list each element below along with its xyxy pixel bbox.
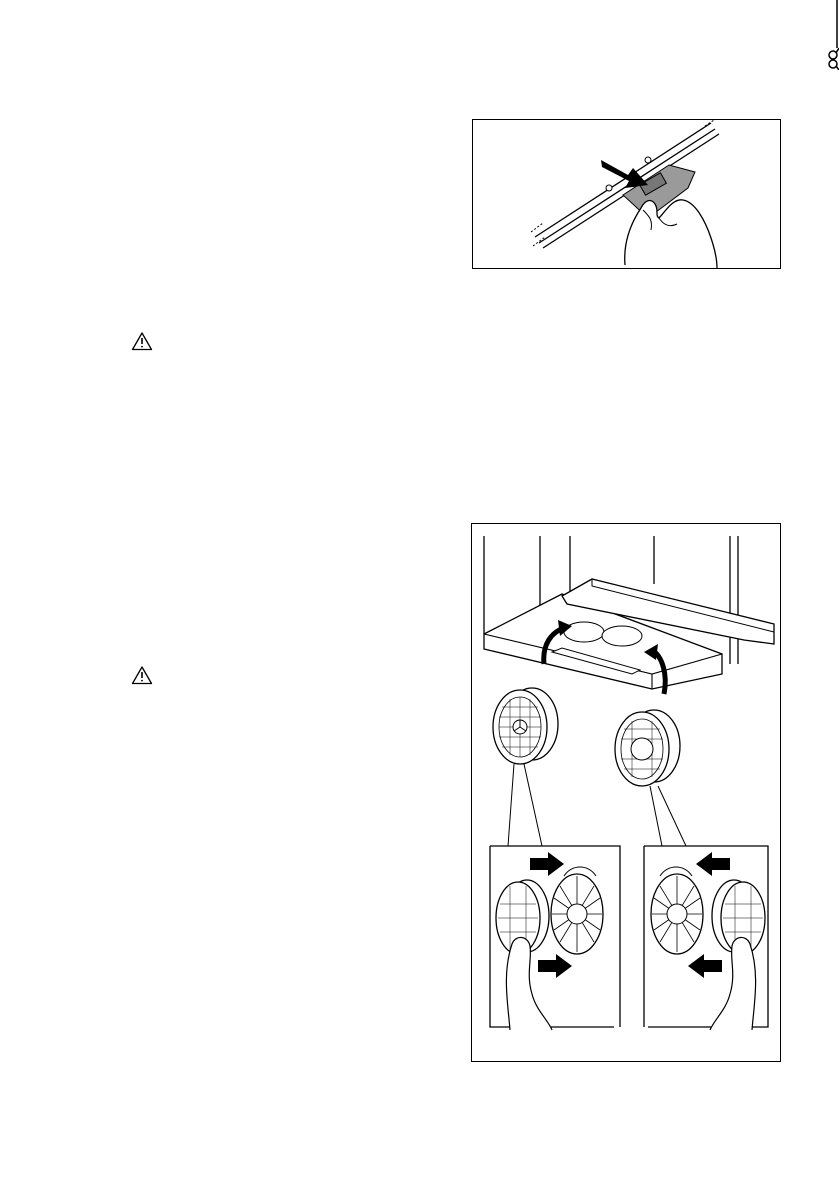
- scissors-icon: [827, 0, 839, 70]
- warning-triangle-icon: [131, 331, 153, 351]
- carbon-filter-installation-figure: [471, 523, 781, 1062]
- warning-triangle-icon: [131, 665, 153, 685]
- grease-filter-removal-figure: [472, 119, 781, 269]
